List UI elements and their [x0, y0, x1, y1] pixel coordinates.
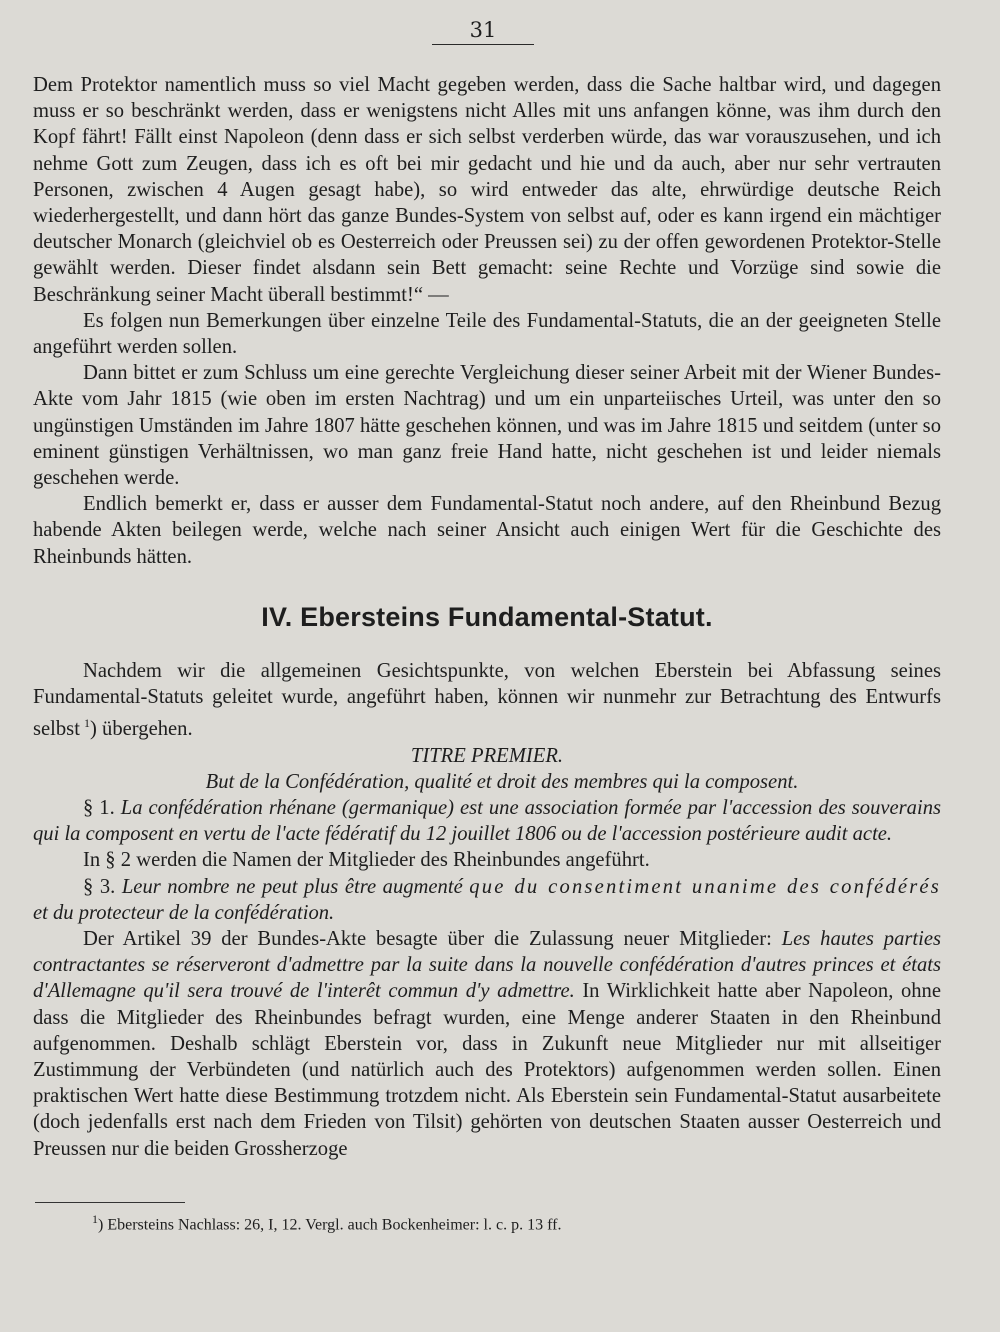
- artikel-text-a: Der Artikel 39 der Bundes-Akte besagte über die Zulassung neuer Mitglieder:: [83, 927, 772, 950]
- intro-text: Nachdem wir die allgemeinen Gesichtspunkte, von welchen Eberstein bei Abfassung seines Fundamental-Statuts geleitet wurde, angeführt haben, können wir nunmehr zur Betrachtung des Entwurfs selbst: [33, 660, 941, 741]
- footnote-rule: [35, 1202, 185, 1203]
- paragraph-1: Dem Protektor namentlich muss so viel Macht gegeben werden, dass die Sache haltbar wird, und dagegen muss er so beschränkt werden, dass er wenigstens nicht Alles mit uns anfangen könne, was ihm durch den Kopf fährt! Fällt einst Napoleon (denn dass er sich selbst verderben würde, das war vorauszusehen, und ich nehme Gott zum Zeugen, dass ich es oft bei mir gedacht und hie und da auch, aber nur sehr vertrauten Personen, zwischen 4 Augen gesagt habe), so wird entweder das alte, ehrwürdige deutsche Reich wiederhergestellt, und dann hört das ganze Bundes-System von selbst auf, oder es kann irgend ein mächtiger deutscher Monarch (gleichviel ob es Oesterreich oder Preussen sei) zu der offen gewordenen Protektor-Stelle gewählt werden. Dieser findet alsdann sein Bett gemacht: seine Rechte und Vorzüge sind sowie die Beschränkung seiner Macht überall bestimmt!“ —: [33, 74, 941, 306]
- section-1-number: § 1.: [83, 796, 115, 819]
- section-2: In § 2 werden die Namen der Mitglieder des Rheinbundes angeführt.: [83, 849, 650, 872]
- page-number: 31: [432, 18, 534, 45]
- section-3: [33, 874, 941, 926]
- footnote-text: ) Ebersteins Nachlass: 26, I, 12. Vergl. auch Bockenheimer: l. c. p. 13 ff.: [98, 1216, 562, 1234]
- titre-heading: TITRE PREMIER.: [410, 744, 564, 767]
- footnote: [92, 1212, 561, 1234]
- paragraph-2: Es folgen nun Bemerkungen über einzelne Teile des Fundamental-Statuts, die an der geeigneten Stelle angeführt werden sollen.: [33, 309, 941, 359]
- section-3-number: § 3.: [83, 875, 116, 898]
- section-3-spaced-text: que du consentiment unanime des confédérés: [469, 875, 941, 898]
- section-3-text-b: et du protecteur de la confédération.: [33, 901, 335, 924]
- section-1-text: La confédération rhénane (germanique) est une association formée par l'accession des souverains qui la composent en vertu de l'acte fédératif du 12 jouillet 1806 ou de l'accession postérieure audit acte.: [33, 796, 942, 846]
- section-heading: IV. Ebersteins Fundamental-Statut.: [261, 601, 713, 632]
- artikel-paragraph: [33, 926, 941, 1162]
- paragraph-4: Endlich bemerkt er, dass er ausser dem Fundamental-Statut noch andere, auf den Rheinbund Bezug habende Akten beilegen werde, welche nach seiner Ansicht auch einigen Wert für die Geschichte des Rheinbunds hätten.: [33, 493, 941, 568]
- footnote-mark: 1: [92, 1212, 98, 1226]
- section-3-text-a: Leur nombre ne peut plus être augmenté: [121, 875, 463, 898]
- section-1: [33, 795, 941, 847]
- artikel-quote: Les hautes parties contractantes se réserveront d'admettre par la suite dans la nouvelle confédération d'autres princes et états d'Allemagne qu'il sera trouvé de l'interêt commun d'y admettre.: [33, 927, 941, 1003]
- titre-subheading: But de la Confédération, qualité et droit des membres qui la composent.: [205, 770, 799, 793]
- footnote-ref: 1: [84, 716, 91, 731]
- page-body: [33, 72, 941, 1162]
- intro-tail: ) übergehen.: [90, 718, 193, 741]
- paragraph-3: Dann bittet er zum Schluss um eine gerechte Vergleichung dieser seiner Arbeit mit der Wiener Bundes-Akte vom Jahr 1815 (wie oben im ersten Nachtrag) und um ein unparteiisches Urteil, was unter den so ungünstigen Umständen im Jahre 1807 hätte geschehen können, und was im Jahre 1815 und seitdem (unter so eminent günstigen Verhältnissen, wo man ganz freie Hand hatte, nicht geschehen ist und leider niemals geschehen werde.: [33, 362, 941, 490]
- intro-paragraph: [33, 658, 941, 742]
- artikel-text-b: In Wirklichkeit hatte aber Napoleon, ohne dass die Mitglieder des Rheinbundes befragt wurden, eine Menge anderer Staaten in den Rheinbund aufgenommen. Deshalb schlägt Eberstein vor, dass in Zukunft neue Mitglieder nur mit allseitiger Zustimmung der Verbündeten (und natürlich auch des Protektors) aufgenommen werden sollen. Einen praktischen Wert hatte diese Bestimmung trotzdem nicht. Als Eberstein sein Fundamental-Statut ausarbeitete (doch jedenfalls erst nach dem Frieden von Tilsit) gehörten von deutschen Staaten ausser Oesterreich und Preussen nur die beiden Grossherzoge: [33, 980, 941, 1160]
